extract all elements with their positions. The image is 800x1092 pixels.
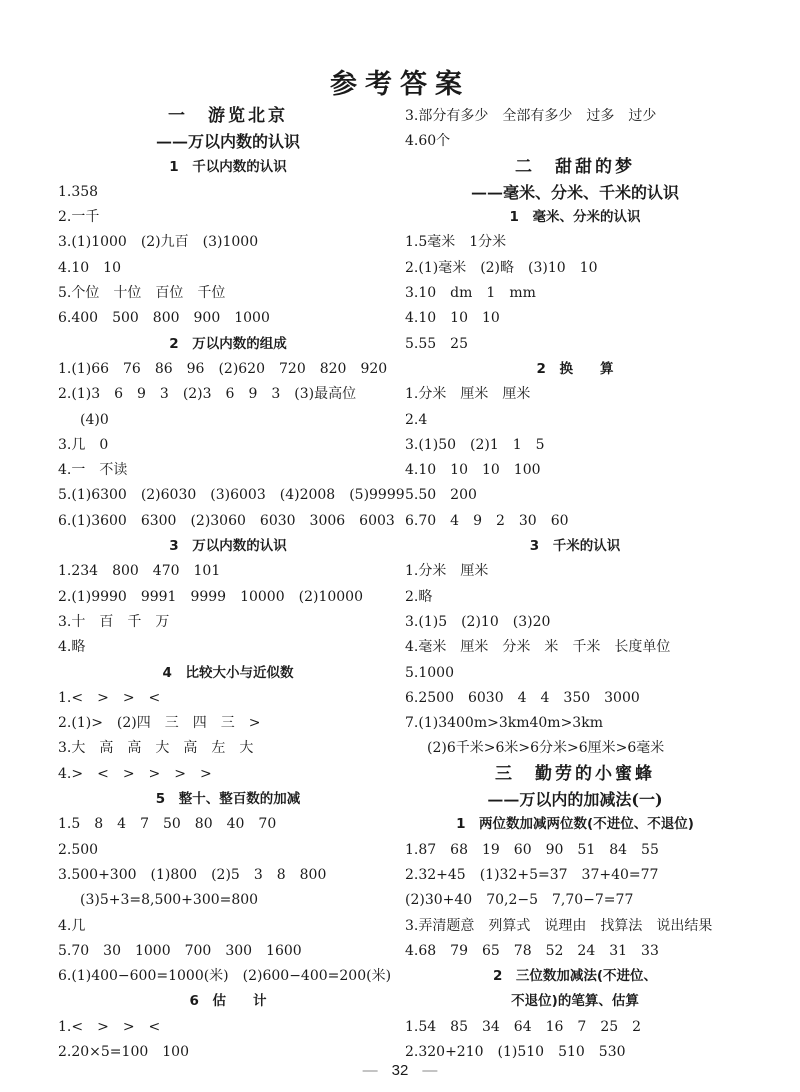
section-heading: 2 换 算 — [536, 360, 614, 377]
section-heading: 1 毫米、分米的认识 — [509, 209, 641, 226]
answer-line: (4)0 — [80, 411, 109, 428]
answer-line: 4.一 不读 — [58, 462, 128, 479]
answer-line: 3.10 dm 1 mm — [405, 285, 536, 302]
answer-line: 4.60个 — [405, 133, 451, 150]
section-heading: 4 比较大小与近似数 — [162, 664, 294, 681]
footer-dash-right: — — [422, 1062, 438, 1079]
answer-line: 2.(1)3 6 9 3 (2)3 6 9 3 (3)最高位 — [58, 386, 357, 403]
answer-line: 5.50 200 — [405, 487, 477, 504]
answer-line: 6.2500 6030 4 4 350 3000 — [405, 689, 640, 706]
answer-line: (2)30+40 70,2−5 7,70−7=77 — [405, 892, 634, 909]
answer-line: 3.几 0 — [58, 436, 109, 453]
section-heading: 6 估 计 — [189, 993, 267, 1010]
section-heading: 1 千以内数的认识 — [169, 158, 287, 175]
answer-line: 6.400 500 800 900 1000 — [58, 310, 270, 327]
answer-line: 4.10 10 10 100 — [405, 462, 541, 479]
answer-line: 1.< > > < — [58, 1018, 161, 1035]
answer-line: 1.5 8 4 7 50 80 40 70 — [58, 816, 277, 833]
answer-line: 1.54 85 34 64 16 7 25 2 — [405, 1018, 642, 1035]
answer-line: 4.68 79 65 78 52 24 31 33 — [405, 942, 659, 959]
answer-line: 2.(1)9990 9991 9999 10000 (2)10000 — [58, 588, 363, 605]
page-title: 参考答案 — [330, 69, 470, 100]
answer-line: 1.(1)66 76 86 96 (2)620 720 820 920 — [58, 360, 388, 377]
answer-line: 1.358 — [58, 183, 99, 200]
answer-line: 3.(1)1000 (2)九百 (3)1000 — [58, 234, 259, 251]
answer-line: 3.部分有多少 全部有多少 过多 过少 — [405, 108, 657, 124]
unit-heading: 一 游览北京 — [168, 106, 288, 126]
answer-line: 5.70 30 1000 700 300 1600 — [58, 942, 302, 959]
answer-line: 2.(1)> (2)四 三 四 三 > — [58, 715, 261, 732]
section-heading: 1 两位数加减两位数(不进位、不退位) — [456, 816, 694, 833]
answer-line: 5.(1)6300 (2)6030 (3)6003 (4)2008 (5)9999 — [58, 487, 405, 504]
unit-subheading: ——万以内数的认识 — [155, 132, 300, 152]
answer-line: 2.320+210 (1)510 510 530 — [405, 1043, 626, 1060]
answer-line: 2.32+45 (1)32+5=37 37+40=77 — [405, 866, 659, 883]
answer-line: 3.十 百 千 万 — [58, 613, 170, 630]
answer-line: 3.(1)50 (2)1 1 5 — [405, 436, 545, 453]
section-heading: 不退位)的笔算、估算 — [511, 993, 639, 1010]
answer-line: 7.(1)3400m>3km40m>3km — [405, 715, 603, 732]
page-footer — [0, 1062, 800, 1079]
answer-line: 4.毫米 厘米 分米 米 千米 长度单位 — [405, 639, 671, 656]
answer-line: 3.大 高 高 大 高 左 大 — [58, 740, 254, 757]
answer-line: 1.5毫米 1分米 — [405, 234, 507, 251]
answer-line: 3.(1)5 (2)10 (3)20 — [405, 613, 551, 630]
answer-line: 3.500+300 (1)800 (2)5 3 8 800 — [58, 866, 327, 883]
section-heading: 3 千米的认识 — [529, 538, 621, 555]
answer-line: 1.分米 厘米 — [405, 563, 489, 580]
answer-line: 4.> < > > > > — [58, 765, 212, 782]
left-column — [58, 104, 405, 1065]
answer-line: 5.55 25 — [405, 335, 468, 352]
answer-line: 1.分米 厘米 厘米 — [405, 386, 531, 403]
answer-line: 2.略 — [405, 588, 433, 605]
answer-line: 2.4 — [405, 411, 428, 428]
answer-line: 2.20×5=100 100 — [58, 1043, 189, 1060]
answer-line: 6.70 4 9 2 30 60 — [405, 512, 569, 529]
answer-line: 2.一千 — [58, 209, 100, 226]
answer-line: 2.(1)毫米 (2)略 (3)10 10 — [405, 259, 598, 276]
answer-line: 1.87 68 19 60 90 51 84 55 — [405, 841, 659, 858]
answer-line: 1.234 800 470 101 — [58, 563, 221, 580]
answer-line: 4.略 — [58, 639, 86, 656]
right-column — [405, 104, 745, 1065]
answer-line: 5.个位 十位 百位 千位 — [58, 285, 226, 302]
section-heading: 2 三位数加减法(不进位、 — [492, 968, 658, 985]
footer-dash-left: — — [362, 1062, 378, 1079]
answer-line: 2.500 — [58, 841, 99, 858]
answer-line: 5.1000 — [405, 664, 454, 681]
answer-line: 1.< > > < — [58, 689, 161, 706]
answer-line: 6.(1)3600 6300 (2)3060 6030 3006 6003 — [58, 512, 395, 529]
answer-line: (3)5+3=8,500+300=800 — [80, 892, 259, 909]
section-heading: 3 万以内数的认识 — [169, 538, 287, 555]
unit-subheading: ——毫米、分米、千米的认识 — [470, 182, 679, 202]
answer-line: (2)6千米>6米>6分米>6厘米>6毫米 — [427, 740, 665, 757]
answer-line: 3.弄清题意 列算式 说理由 找算法 说出结果 — [405, 917, 713, 934]
answer-line: 4.10 10 10 — [405, 310, 500, 327]
answer-line: 6.(1)400−600=1000(米) (2)600−400=200(米) — [58, 968, 392, 985]
unit-heading: 三 勤劳的小蜜蜂 — [495, 763, 655, 784]
page-number: 32 — [391, 1062, 409, 1079]
unit-heading: 二 甜甜的梦 — [515, 156, 635, 177]
answer-line: 4.10 10 — [58, 259, 121, 276]
unit-subheading: ——万以内的加减法(一) — [487, 790, 663, 810]
section-heading: 2 万以内数的组成 — [169, 335, 287, 352]
section-heading: 5 整十、整百数的加减 — [155, 791, 301, 808]
answer-line: 4.几 — [58, 917, 86, 934]
